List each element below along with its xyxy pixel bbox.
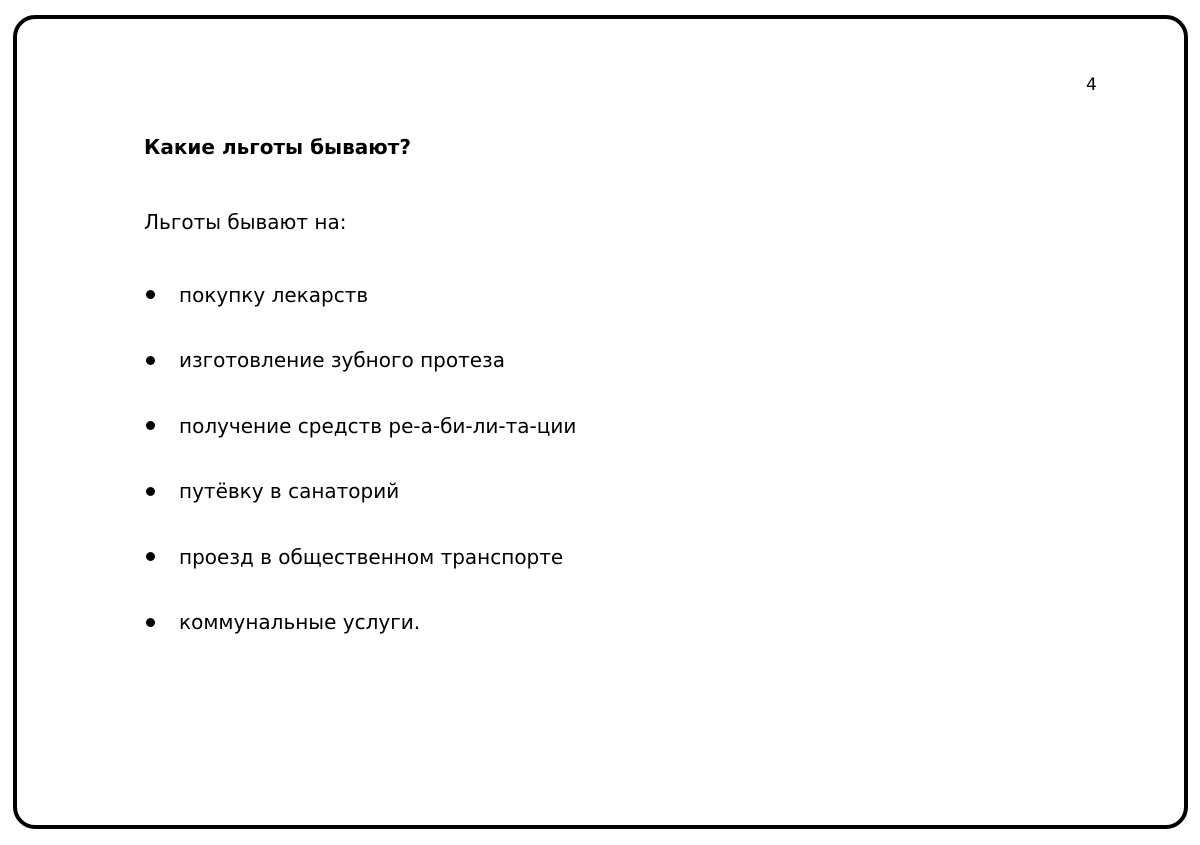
bullet-icon	[146, 421, 155, 430]
list-item-label: путёвку в санаторий	[179, 479, 400, 504]
list-item	[144, 393, 576, 459]
benefits-list	[144, 262, 576, 655]
list-item-label: покупку лекарств	[179, 282, 369, 307]
bullet-icon	[146, 487, 155, 496]
page-title: Какие льготы бывают?	[144, 135, 411, 159]
bullet-icon	[146, 552, 155, 561]
list-item-label: проезд в общественном транспорте	[179, 544, 564, 569]
list-item	[144, 459, 576, 525]
list-item	[144, 328, 576, 394]
list-item	[144, 590, 576, 656]
list-item-label: получение средств ре-а-би-ли-та-ции	[179, 413, 577, 438]
list-item	[144, 524, 576, 590]
bullet-icon	[146, 290, 155, 299]
intro-text: Льготы бывают на:	[144, 210, 347, 234]
page-number: 4	[1086, 75, 1097, 95]
bullet-icon	[146, 618, 155, 627]
list-item-label: изготовление зубного протеза	[179, 348, 505, 373]
list-item-label: коммунальные услуги.	[179, 610, 421, 635]
list-item	[144, 262, 576, 328]
bullet-icon	[146, 356, 155, 365]
